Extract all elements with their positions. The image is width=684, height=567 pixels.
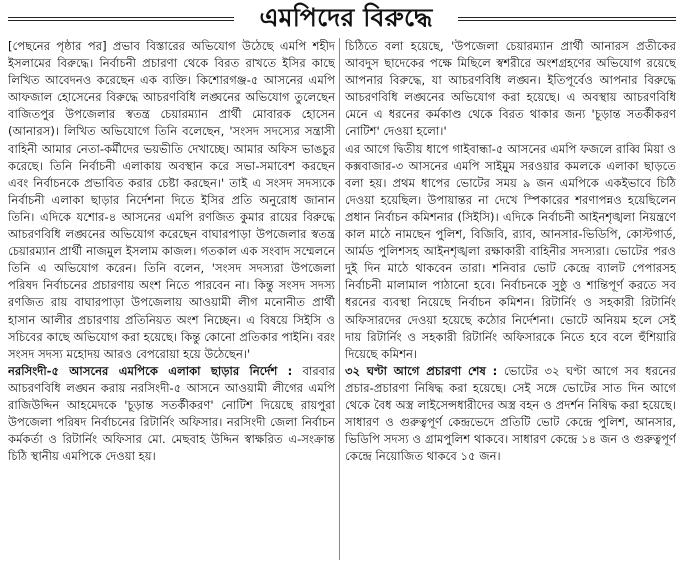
paragraph-text: ভোটের ৩২ ঘণ্টা আগে সব ধরনের প্রচার-প্রচারণা নিষিদ্ধ করা হয়েছে। সেই সঙ্গে ভোটের সাত দিন আগে থেকে বৈধ অস্ত্র লাইসেন্সধারীদের অস্ত্র বহন ও প্রদর্শন নিষিদ্ধ করা হয়েছে। সাধারণ ও গুরুত্বপূর্ণ কেন্দ্রভেদে প্রতিটি ভোট কেন্দ্রে পুলিশ, আনসার, ভিডিপি সদস্য ও গ্রামপুলিশ থাকবে। সাধারণ কেন্দ্রে ১৪ জন ও গুরুত্বপূর্ণ কেন্দ্রে নিয়োজিত থাকবে ১৫ জন। xyxy=(345,363,676,464)
section-subhead: নরসিংদী-৫ আসনের এমপিকে এলাকা ছাড়ার নির্দেশ : xyxy=(8,363,303,378)
article-headline: এমপিদের বিরুদ্ধে xyxy=(259,3,433,32)
column-paragraph xyxy=(345,141,676,363)
article-column-right xyxy=(345,38,676,562)
column-paragraph xyxy=(345,363,676,466)
headline-rule-left xyxy=(8,17,234,21)
continued-from-marker: [পেছনের পৃষ্ঠার পর] xyxy=(8,39,113,53)
paragraph-text: বারবার আচরণবিধি লঙ্ঘন করায় নরসিংদী-৫ আসনে আওয়ামী লীগের এমপি রাজিউদ্দিন আহমেদকে 'চূড়ান্ত সতর্কীকরণ' নোটিশ দিয়েছে রায়পুরা উপজেলা পরিষদ নির্বাচনের রিটার্নিং অফিসার। নরসিংদী জেলা নির্বাচন কর্মকর্তা ও রিটার্নিং অফিসার মো. মেছবাহ উদ্দিন স্বাক্ষরিত এ-সংক্রান্ত চিঠি স্থানীয় এমপিকে দেওয়া হয়। xyxy=(8,363,335,464)
column-paragraph xyxy=(8,38,335,363)
column-paragraph xyxy=(345,38,676,141)
paragraph-text: চিঠিতে বলা হয়েছে, 'উপজেলা চেয়ারম্যান প্রার্থী আনারস প্রতীকের আবদুস ছাদেকের পক্ষে মিছিলে স্বশরীরে অংশগ্রহণের অভিযোগ রয়েছে আপনার বিরুদ্ধে, যা আচরণবিধি লঙ্ঘন। ইতিপূর্বেও আপনার বিরুদ্ধে আচরণবিধি লঙ্ঘনের অভিযোগ করা হয়েছে। এ অবস্থায় আচরণবিধি মেনে এ ধরনের কর্মকাণ্ড থেকে বিরত থাকার জন্য 'চূড়ান্ত সতর্কীকরণ নোটিশ' দেওয়া হলো।' xyxy=(345,39,676,139)
section-subhead: ৩২ ঘণ্টা আগে প্রচারণা শেষ : xyxy=(345,363,505,378)
paragraph-text: প্রভাব বিস্তারের অভিযোগ উঠেছে এমপি শহীদ ইসলামের বিরুদ্ধে। নির্বাচনী প্রচারণা থেকে বিরত রাখতে ইসির কাছে লিখিত আবেদনও করেছেন এক ব্যক্তি। কিশোরগঞ্জ-৫ আসনের এমপি আফজাল হোসেনের বিরুদ্ধে আচরণবিধি লঙ্ঘনের অভিযোগ তুলেছেন বাজিতপুর উপজেলার স্বতন্ত্র চেয়ারম্যান প্রার্থী মোবারক হোসেন (আনারস)। লিখিত অভিযোগে তিনি বলেছেন, 'সংসদ সদস্যের সন্ত্রাসী বাহিনী আমার নেতা-কর্মীদের ভয়ভীতি দেখাচ্ছে। আমার অফিস ভাঙচুর করেছে। তিনি নির্বাচনী এলাকায় অবস্থান করে সভা-সমাবেশ করছেন এবং নির্বাচনকে প্রভাবিত করার চেষ্টা করছেন।' তাই এ সংসদ সদস্যকে নির্বাচনী এলাকা ছাড়ার নির্দেশনা দিতে ইসির প্রতি অনুরোধ জানান তিনি। এদিকে যশোর-৪ আসনের এমপি রণজিত কুমার রায়ের বিরুদ্ধে আচরণবিধি লঙ্ঘনের অভিযোগ করেছেন বাঘারপাড়া উপজেলার স্বতন্ত্র চেয়ারম্যান প্রার্থী নাজমুল ইসলাম কাজল। গতকাল এক সংবাদ সম্মেলনে তিনি এ অভিযোগ করেন। তিনি বলেন, 'সংসদ সদস্যরা উপজেলা পরিষদ নির্বাচনের প্রচারণায় অংশ নিতে পারবেন না। কিন্তু সংসদ সদস্য রণজিত রায় বাঘারপাড়া উপজেলায় আওয়ামী লীগ মনোনীত প্রার্থী হাসান আলীর প্রচারণায় প্রতিনিয়ত অংশ নিচ্ছেন। এ বিষয়ে সিইসি ও সচিবের কাছে অভিযোগ করা হয়েছে। কিন্তু কোনো প্রতিকার পাইনি। বরং সংসদ সদস্য মহোদয় আরও বেপরোয়া হয়ে উঠেছেন।' xyxy=(8,39,335,361)
column-divider xyxy=(339,38,340,560)
paragraph-text: এর আগে দ্বিতীয় ধাপে গাইবান্ধা-৫ আসনের এমপি ফজলে রাব্বি মিয়া ও কক্সবাজার-৩ আসনের এমপি সাইমুম সরওয়ার কমলকে এলাকা ছাড়তে বলা হয়। প্রথম ধাপের ভোটের সময় ৯ জন এমপিকে একইভাবে চিঠি দেওয়া হয়েছিল। উপায়ান্তর না দেখে স্পিকারের শরণাপন্নও হয়েছিলেন প্রধান নির্বাচন কমিশনার (সিইসি)। এদিকে নির্বাচনী আইনশৃঙ্খলা নিয়ন্ত্রণে কাল মাঠে নামছেন পুলিশ, বিজিবি, র‍্যাব, আনসার-ভিডিপি, কোস্টগার্ড, আর্মড পুলিশসহ আইনশৃঙ্খলা রক্ষাকারী বাহিনীর সদস্যরা। ভোটের পরও দুই দিন মাঠে থাকবেন তারা। শনিবার ভোট কেন্দ্রে ব্যালট পেপারসহ নির্বাচনী মালামাল পাঠানো হবে। নির্বাচনকে সুষ্ঠু ও শান্তিপূর্ণ করতে সব ধরনের ব্যবস্থা নিয়েছে নির্বাচন কমিশন। রিটার্নিং ও সহকারী রিটার্নিং অফিসারদের দেওয়া হয়েছে কঠোর নির্দেশনা। ভোটে অনিয়ম হলে সেই দায় রিটার্নিং ও সহকারী রিটার্নিং অফিসারকে নিতে হবে বলে হুঁশিয়ারি দিয়েছে কমিশন। xyxy=(345,141,676,361)
headline-bar xyxy=(0,0,684,36)
headline-rule-right xyxy=(458,17,676,21)
column-paragraph xyxy=(8,363,335,466)
article-column-left xyxy=(8,38,335,562)
